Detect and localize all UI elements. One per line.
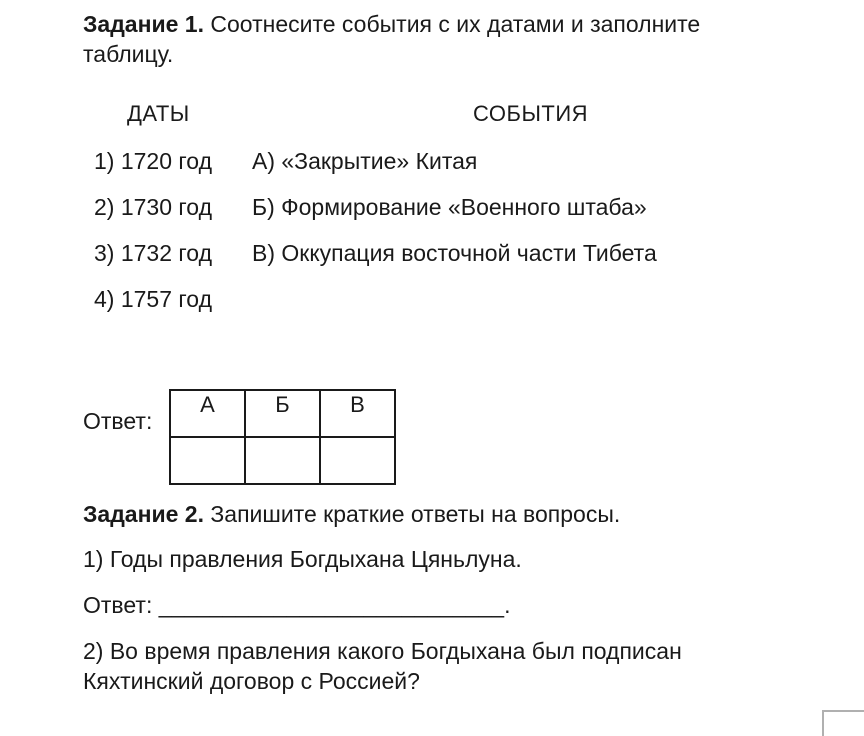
events-header: СОБЫТИЯ [473,101,589,126]
answer-col-b: Б [245,390,320,437]
task2-question-2: 2) Во время правления какого Богдыхана был подписан Кяхтинский договор с Россией? [83,638,682,694]
date-item-4: 4) 1757 год [94,286,212,312]
answer-label: Ответ: [83,408,153,434]
answer-table-input-row [170,437,395,484]
task1-label: Задание 1. [83,11,204,37]
event-item-c: В) Оккупация восточной части Тибета [252,240,657,266]
date-item-1: 1) 1720 год [94,148,212,174]
task1-text: Соотнесите события с их датами и заполните таблицу. [83,11,701,67]
answer-cell-a[interactable] [170,437,245,484]
answer-col-c: В [320,390,395,437]
page-corner-mark [822,710,864,736]
task2-label: Задание 2. [83,501,204,527]
dates-header: ДАТЫ [127,101,190,126]
event-item-b: Б) Формирование «Военного штаба» [252,194,647,220]
task2-instruction [83,499,620,529]
event-item-a: А) «Закрытие» Китая [252,148,478,174]
task1-instruction [83,9,783,69]
date-item-2: 2) 1730 год [94,194,212,220]
answer-cell-b[interactable] [245,437,320,484]
answer-col-a: А [170,390,245,437]
answer-cell-c[interactable] [320,437,395,484]
answer-table [169,389,396,485]
task2-text: Запишите краткие ответы на вопросы. [204,501,621,527]
task2-answer-line[interactable]: Ответ: ___________________________. [83,592,511,618]
task2-question-1: 1) Годы правления Богдыхана Цяньлуна. [83,546,522,572]
date-item-3: 3) 1732 год [94,240,212,266]
answer-table-header-row [170,390,395,437]
